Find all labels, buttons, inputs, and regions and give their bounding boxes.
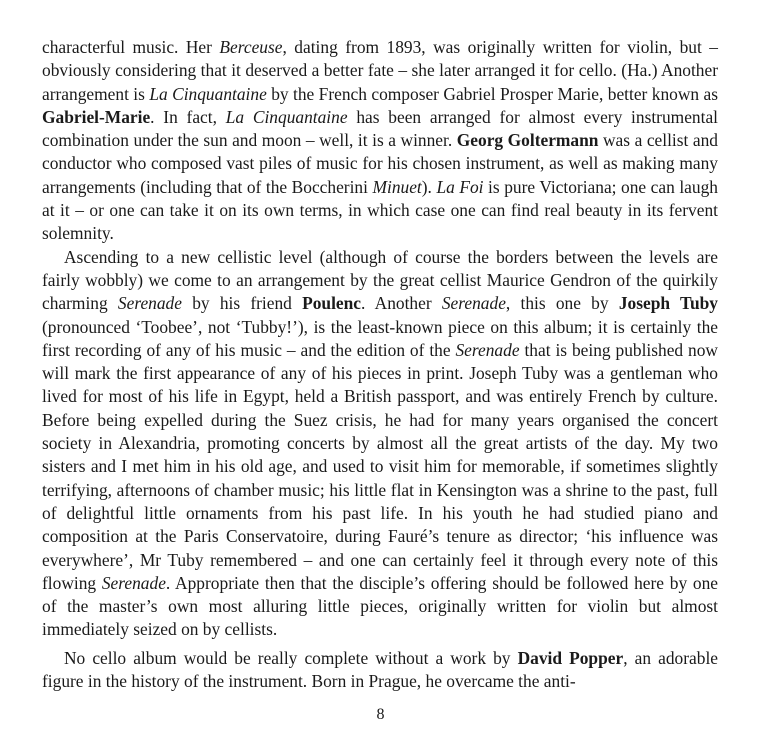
paragraph — [42, 36, 718, 246]
text-run: . Another — [361, 293, 442, 314]
text-run: , an adorable figure in the history of the instrument. Born in Prague, he overcame the anti- — [42, 647, 718, 692]
italic-title: Berceuse — [219, 37, 283, 57]
text-run: was a cellist and conductor who composed vast piles of music for his chosen instrument, as well as making many arrangements (including that of the Boccherini — [42, 130, 719, 197]
italic-title: Serenade — [101, 572, 166, 593]
body-text — [42, 36, 718, 693]
italic-title: La Cinquantaine — [225, 106, 348, 127]
text-run: ). — [421, 176, 437, 197]
text-run: characterful music. Her — [42, 37, 220, 57]
text-run: is pure Victoriana; one can laugh at it – or one can take it on its own terms, in which case one can find real beauty in its fervent solemnity. — [42, 176, 718, 244]
text-run: that is being published now will mark the first appearance of any of his pieces in print. Joseph Tuby was a gentleman who lived for most of his life in Egypt, held a British passport, and was entirely French by culture. Before being expelled during the Suez crisis, he had for many years organised the concert society in Alexandria, promoting concerts by almost all the great artists of the day. My two sisters and I met him in his old age, and used to visit him for memorable, if sometimes slightly terrifying, afternoons of chamber music; his little flat in Kensington was a shrine to the past, full of delightful little ornaments from his past life. In his youth he had studied piano and composition at the Paris Conservatoire, during Fauré’s tenure as director; ‘his influence was everywhere’, Mr Tuby remembered – and one can certainly feel it through every note of this flowing — [42, 339, 718, 593]
page-number: 8 — [376, 706, 385, 723]
italic-title: La Cinquantaine — [149, 83, 267, 104]
bold-name: David Popper — [517, 647, 624, 668]
paragraph — [42, 647, 718, 694]
text-run: , this one by — [505, 293, 619, 314]
bold-name: Poulenc — [302, 293, 362, 314]
paragraph — [42, 246, 718, 642]
italic-title: Serenade — [455, 339, 520, 360]
bold-name: Gabriel-Marie — [42, 106, 151, 127]
text-run: . In fact, — [150, 106, 226, 127]
text-run: has been arranged for almost every instrumental combination under the sun and moon – well, it is a winner. — [42, 106, 718, 151]
text-run: No cello album would be really complete without a work by — [64, 647, 518, 668]
italic-title: Serenade — [441, 293, 506, 314]
text-run: , dating from 1893, was originally written for violin, but – obviously considering that it deserved a better fate – she later arranged it for cello. (Ha.) Another arrangement is — [42, 37, 718, 104]
italic-title: Minuet — [372, 176, 422, 197]
text-run: Ascending to a new cellistic level (although of course the borders between the levels are fairly wobbly) we come to an arrangement by the great cellist Maurice Gendron of the quirkily charming — [42, 246, 718, 314]
italic-title: La Foi — [436, 176, 484, 197]
text-run: . Appropriate then that the disciple’s offering should be followed here by one of the master’s own most alluring little pieces, originally written for violin but almost immediately seized on by cellists. — [42, 572, 718, 640]
bold-name: Georg Goltermann — [456, 130, 599, 151]
italic-title: Serenade — [117, 293, 182, 314]
text-run: by his friend — [181, 293, 303, 314]
text-run: (pronounced ‘Toobee’, not ‘Tubby!’), is the least-known piece on this album; it is certainly the first recording of any of his music – and the edition of the — [42, 316, 718, 360]
text-run: by the French composer Gabriel Prosper Marie, better known as — [266, 83, 718, 104]
bold-name: Joseph Tuby — [618, 293, 718, 314]
